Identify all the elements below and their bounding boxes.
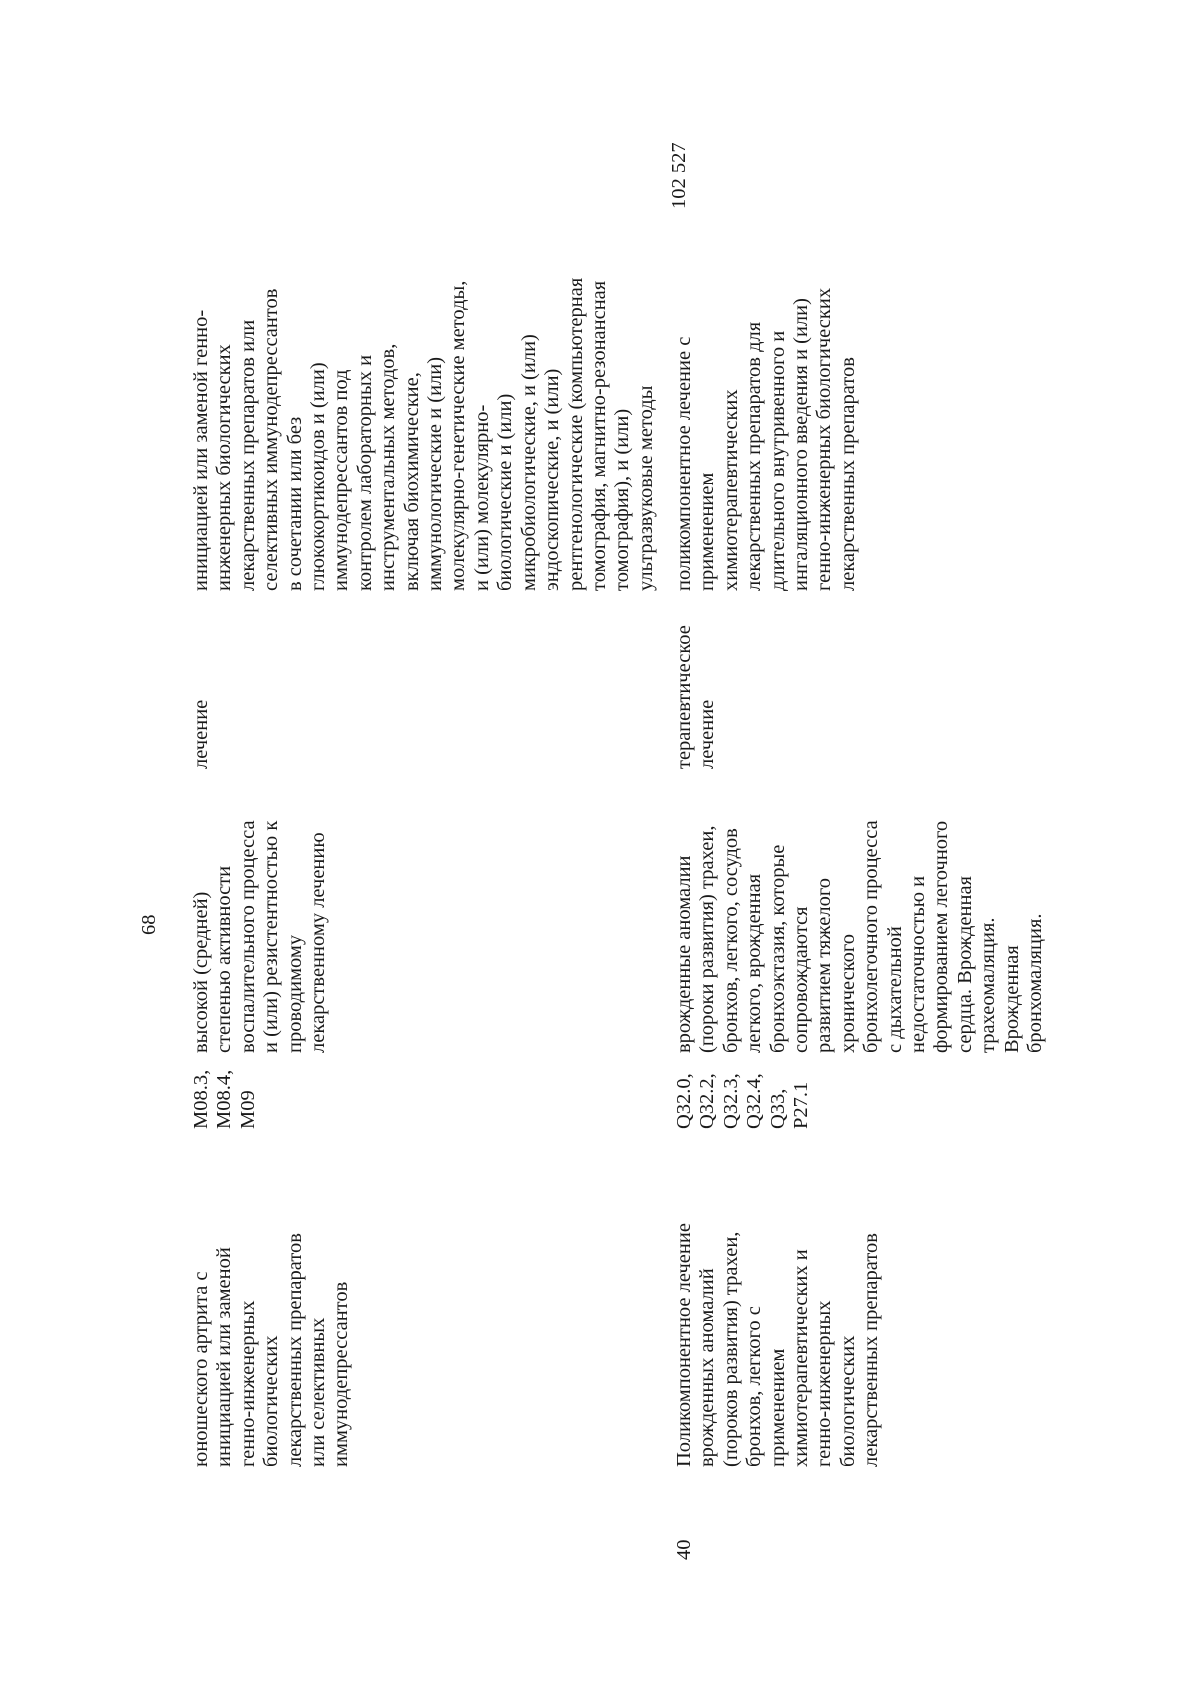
text-line: инженерных биологических bbox=[213, 344, 236, 591]
page-number-text: 68 bbox=[138, 914, 160, 935]
text-line: эндоскопические, и (или) bbox=[541, 368, 564, 591]
text-line: селективных иммунодепрессантов bbox=[260, 288, 283, 591]
row-number-text: 40 bbox=[673, 1539, 695, 1560]
text-line: генно-инженерных bbox=[813, 1300, 836, 1467]
text-line: с дыхательной bbox=[883, 926, 906, 1053]
text-line: бронхоэктазия, которые bbox=[766, 844, 789, 1053]
row-continued-method-description bbox=[190, 278, 658, 591]
text-line: Q32.3, bbox=[719, 1073, 742, 1129]
text-line: (пороков развития) трахеи, bbox=[719, 1231, 742, 1467]
text-line: контролем лабораторных и bbox=[353, 354, 376, 591]
text-line: формированием легочного bbox=[930, 820, 953, 1053]
page-number bbox=[138, 915, 161, 936]
text-line: юношеского артрита с bbox=[190, 1271, 212, 1467]
text-line: лечение bbox=[696, 699, 719, 769]
text-line: инициацией или заменой bbox=[213, 1247, 236, 1467]
row-40-number bbox=[673, 1540, 696, 1561]
text-line: M08.3, bbox=[190, 1069, 212, 1129]
text-line: микробиологические, и (или) bbox=[517, 334, 540, 591]
text-line: недостаточностью и bbox=[907, 875, 930, 1053]
text-line: поликомпонентное лечение с bbox=[673, 336, 695, 591]
text-line: рентгенологические (компьютерная bbox=[564, 277, 587, 591]
text-line: Q33, bbox=[766, 1088, 789, 1129]
text-line: лекарственных препаратов bbox=[836, 357, 859, 591]
text-line: P27.1 bbox=[790, 1081, 813, 1129]
text-line: Q32.0, bbox=[673, 1073, 695, 1129]
text-line: и (или) молекулярно- bbox=[470, 404, 493, 591]
text-line: биологических bbox=[836, 1335, 859, 1467]
text-line: лекарственных препаратов для bbox=[743, 321, 766, 591]
row-continued-treatment-type bbox=[190, 700, 213, 769]
text-line: или селективных bbox=[307, 1317, 330, 1467]
text-line: генно-инженерных биологических bbox=[813, 287, 836, 591]
text-line: Q32.2, bbox=[696, 1073, 719, 1129]
row-continued-patient-model bbox=[190, 820, 330, 1053]
row-40-icd-codes bbox=[673, 1073, 813, 1129]
text-line: лекарственных препаратов или bbox=[236, 319, 259, 591]
price-value bbox=[668, 142, 691, 209]
text-line: ультразвуковые методы bbox=[634, 385, 657, 591]
text-line: Врожденная bbox=[1000, 945, 1023, 1053]
row-40-treatment-type bbox=[673, 625, 720, 769]
text-line: лекарственных препаратов bbox=[283, 1233, 306, 1467]
text-line: врожденные аномалии bbox=[673, 855, 695, 1053]
text-line: биологические и (или) bbox=[494, 393, 517, 591]
text-line: Поликомпонентное лечение bbox=[673, 1223, 695, 1467]
row-40-patient-model bbox=[673, 820, 1048, 1053]
row-40-method-name bbox=[673, 1223, 884, 1467]
text-line: генно-инженерных bbox=[236, 1300, 259, 1467]
text-line: лекарственному лечению bbox=[307, 832, 330, 1053]
text-line: сердца. Врожденная bbox=[953, 875, 976, 1053]
text-line: в сочетании или без bbox=[283, 416, 306, 591]
text-line: химиотерапевтических bbox=[719, 389, 742, 591]
text-line: M08.4, bbox=[213, 1069, 236, 1129]
text-line: томография, магнитно-резонансная bbox=[587, 280, 610, 591]
text-line: хронического bbox=[836, 933, 859, 1053]
text-line: воспалительного процесса bbox=[236, 820, 259, 1053]
text-line: инструментальных методов, bbox=[377, 343, 400, 591]
text-line: лекарственных препаратов bbox=[860, 1233, 883, 1467]
text-line: применением bbox=[696, 472, 719, 591]
text-line: томография), и (или) bbox=[611, 408, 634, 591]
text-line: применением bbox=[766, 1348, 789, 1467]
text-line: (пороки развития) трахеи, bbox=[696, 825, 719, 1053]
text-line: молекулярно-генетические методы, bbox=[447, 280, 470, 591]
text-line: трахеомаляция. bbox=[977, 917, 1000, 1053]
text-line: инициацией или заменой генно- bbox=[190, 309, 212, 591]
text-line: высокой (средней) bbox=[190, 891, 212, 1053]
text-line: химиотерапевтических и bbox=[790, 1249, 813, 1467]
text-line: иммунодепрессантов bbox=[330, 1281, 353, 1467]
text-line: легкого, врожденная bbox=[743, 873, 766, 1053]
text-line: бронхов, легкого, сосудов bbox=[719, 828, 742, 1053]
text-line: сопровождаются bbox=[790, 906, 813, 1053]
text-line: терапевтическое bbox=[673, 625, 695, 769]
text-line: врожденных аномалий bbox=[696, 1268, 719, 1467]
text-line: длительного внутривенного и bbox=[766, 330, 789, 591]
text-line: Q32.4, bbox=[743, 1073, 766, 1129]
text-line: бронхомаляция. bbox=[1024, 913, 1047, 1053]
text-line: лечение bbox=[190, 699, 212, 769]
text-line: включая биохимические, bbox=[400, 372, 423, 591]
text-line: иммунодепрессантов под bbox=[330, 369, 353, 591]
row-40-method-description bbox=[673, 288, 860, 591]
text-line: ингаляционного введения и (или) bbox=[790, 298, 813, 591]
text-line: бронхолегочного процесса bbox=[860, 820, 883, 1053]
text-line: глюкокортикоидов и (или) bbox=[307, 362, 330, 591]
text-line: бронхов, легкого с bbox=[743, 1306, 766, 1467]
price-text: 102 527 bbox=[668, 142, 690, 209]
text-line: биологических bbox=[260, 1335, 283, 1467]
text-line: M09 bbox=[236, 1090, 259, 1129]
row-continued-method-name bbox=[190, 1233, 354, 1467]
row-continued-icd-codes bbox=[190, 1070, 260, 1129]
text-line: иммунологические и (или) bbox=[424, 356, 447, 591]
text-line: проводимому bbox=[283, 934, 306, 1053]
text-line: степенью активности bbox=[213, 865, 236, 1053]
text-line: и (или) резистентностью к bbox=[260, 820, 283, 1053]
text-line: развитием тяжелого bbox=[813, 878, 836, 1053]
